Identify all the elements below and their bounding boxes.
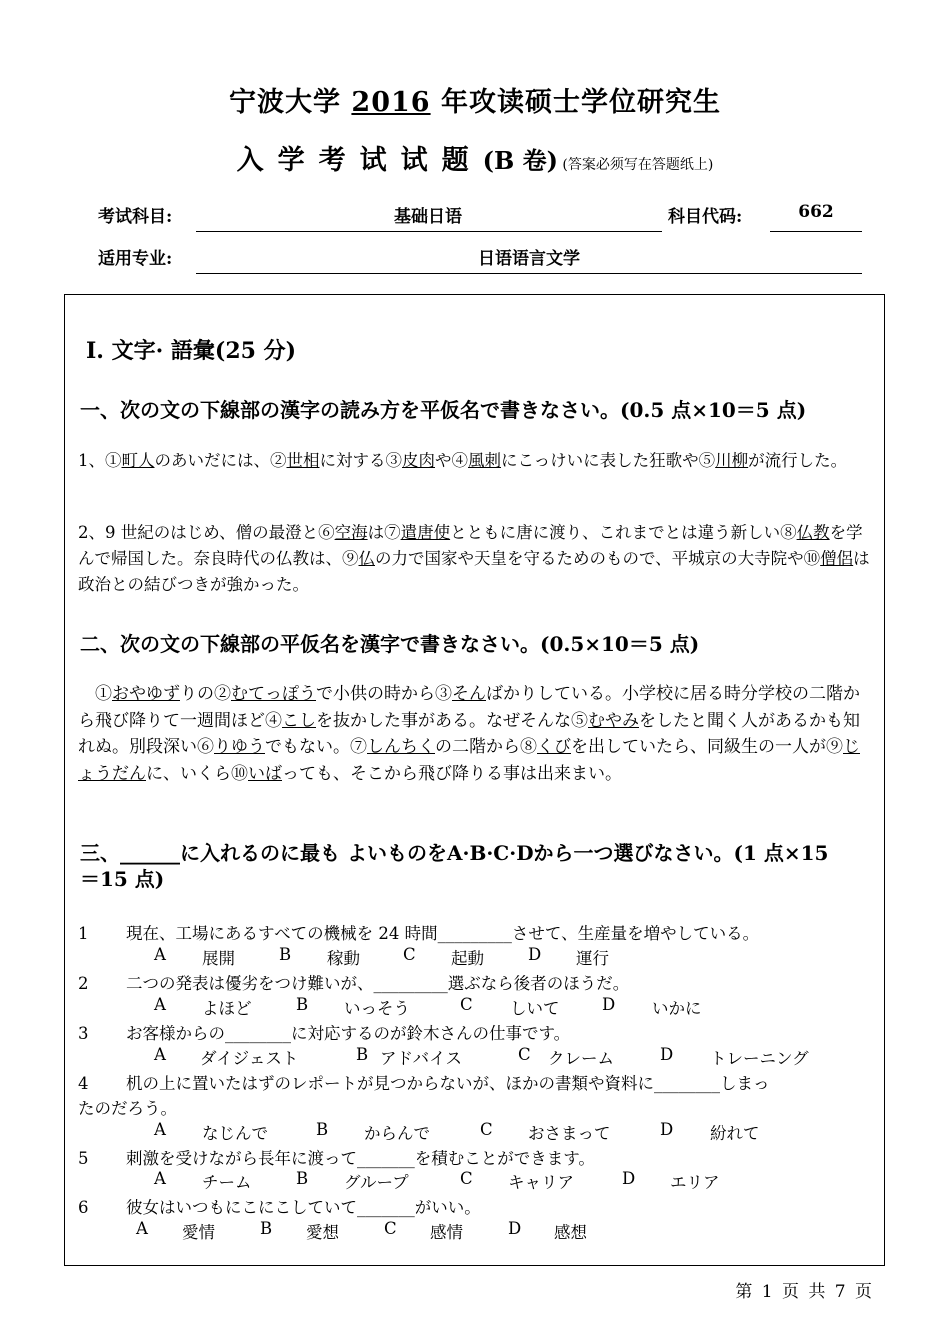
part1-paragraph-2: [78, 520, 874, 598]
part1-heading: 一、次の文の下線部の漢字の読み方を平仮名で書きなさい。(0.5 点×10＝5 点): [80, 398, 807, 422]
option-text: 展開: [202, 949, 235, 968]
underlined-term: そん: [452, 684, 486, 704]
question-number: 6: [78, 1198, 89, 1217]
underlined-term: おやゆず: [112, 684, 180, 704]
underlined-term: 川柳: [715, 451, 749, 470]
option-text: 感情: [430, 1223, 463, 1242]
underlined-term: しんちく: [367, 737, 435, 757]
subject-underline: [196, 231, 662, 232]
option-letter: A: [136, 1219, 148, 1238]
option-text: いかに: [652, 999, 702, 1018]
paragraph-text: ばかりしている。小学校に居る時分学校の二階から飛び降りて一週間ほど④: [78, 684, 860, 731]
major-underline: [196, 273, 862, 274]
underlined-term: 皮肉: [402, 451, 435, 470]
option-text: 起動: [451, 949, 484, 968]
option-letter: D: [528, 945, 542, 964]
option-letter: B: [296, 1169, 309, 1188]
underlined-term: じょうだん: [78, 737, 860, 784]
option-text: 運行: [576, 949, 609, 968]
code-underline: [770, 231, 862, 232]
subject-label: 考试科目:: [98, 207, 173, 227]
option-letter: D: [660, 1045, 674, 1064]
title-university: 宁波大学: [229, 87, 352, 118]
paragraph-text: 2、9 世紀のはじめ、僧の最澄と⑥: [78, 523, 335, 542]
underlined-term: こし: [282, 710, 316, 731]
underlined-term: 僧侶: [820, 549, 854, 568]
underlined-term: りゆう: [214, 737, 265, 757]
paragraph-text: の力で国家や天皇を守るためのもので、平城京の大寺院や⑩: [375, 549, 821, 568]
option-letter: B: [316, 1120, 329, 1139]
option-letter: D: [622, 1169, 636, 1188]
question-5: [78, 1145, 595, 1169]
question-number: 2: [78, 974, 89, 993]
paragraph-text: や④: [435, 451, 468, 470]
question-text: 刺激を受けながら長年に渡って_______を積むことができます。: [126, 1149, 595, 1168]
option-letter: A: [154, 1045, 166, 1064]
section-heading: Ⅰ. 文字· 語彙(25 分): [86, 338, 297, 364]
option-letter: B: [279, 945, 292, 964]
paragraph-text: にこっけいに表した狂歌や⑤: [501, 451, 716, 470]
option-letter: C: [480, 1120, 493, 1139]
code-value: 662: [798, 202, 834, 222]
subtitle-note: (答案必须写在答题纸上): [557, 157, 714, 173]
title-year: 2016: [351, 87, 431, 118]
option-letter: C: [403, 945, 416, 964]
part2-heading: 二、次の文の下線部の平仮名を漢字で書きなさい。(0.5×10＝5 点): [80, 632, 700, 656]
option-text: 愛情: [182, 1223, 215, 1242]
option-letter: D: [602, 995, 616, 1014]
title-program: 年攻读硕士学位研究生: [430, 87, 721, 118]
option-text: トレーニング: [710, 1049, 809, 1068]
option-text: エリア: [670, 1173, 720, 1192]
option-text: おさまって: [528, 1124, 611, 1143]
paragraph-text: のあいだには、②: [154, 451, 287, 470]
option-text: からんで: [364, 1124, 430, 1143]
code-label: 科目代码:: [668, 207, 743, 227]
paragraph-text: で小供の時から③: [316, 684, 452, 704]
paragraph-text: に、いくら⑩: [146, 763, 248, 784]
option-letter: C: [384, 1219, 397, 1238]
subtitle-paper: (B 卷): [482, 146, 558, 175]
question-number: 5: [78, 1149, 89, 1168]
underlined-term: 仏: [358, 549, 375, 568]
question-text: 現在、工場にあるすべての機械を 24 時間_________させて、生産量を増やしている。: [126, 924, 760, 943]
underlined-term: 空海: [334, 523, 368, 542]
option-text: 愛想: [306, 1223, 339, 1242]
paragraph-text: っても、そこから飛び降りる事は出来まい。: [282, 763, 622, 784]
paragraph-text: は政治との結びつきが強かった。: [78, 549, 870, 594]
question-text: 二つの発表は優劣をつけ難いが、_________選ぶなら後者のほうだ。: [126, 974, 630, 993]
paragraph-text: に対する③: [319, 451, 402, 470]
question-text: 彼女はいつもにこにこしていて_______がいい。: [126, 1198, 481, 1217]
subject-value: 基础日语: [394, 207, 462, 227]
paragraph-text: でもない。⑦: [265, 737, 367, 757]
question-3: [78, 1020, 570, 1044]
paragraph-text: ①: [95, 684, 112, 704]
option-text: クレーム: [548, 1049, 614, 1068]
question-number: 4: [78, 1074, 89, 1093]
option-text: チーム: [202, 1173, 252, 1192]
option-letter: A: [154, 995, 166, 1014]
question-6: [78, 1194, 481, 1218]
part2-paragraph: [78, 681, 874, 787]
question-1: [78, 920, 759, 944]
paragraph-text: を抜かした事がある。なぜそんな⑤: [316, 710, 588, 731]
question-4: [78, 1070, 770, 1094]
paragraph-text: をしたと聞く人があるかも知れぬ。別段深い⑥: [78, 710, 860, 757]
underlined-term: 遣唐使: [400, 523, 451, 542]
paragraph-text: 1、①: [78, 451, 122, 470]
paragraph-text: の二階から⑧: [435, 737, 537, 757]
option-text: なじんで: [202, 1124, 268, 1143]
part1-paragraph-1: [78, 448, 874, 474]
option-letter: A: [154, 1169, 166, 1188]
paragraph-text: が流行した。: [748, 451, 848, 470]
option-letter: C: [518, 1045, 531, 1064]
underlined-term: むやみ: [588, 710, 639, 731]
question-2: [78, 970, 629, 994]
option-text: キャリア: [508, 1173, 574, 1192]
option-letter: B: [296, 995, 309, 1014]
question-text: お客様からの________に対応するのが鈴木さんの仕事です。: [126, 1024, 571, 1043]
underlined-term: 風刺: [468, 451, 501, 470]
option-letter: D: [660, 1120, 674, 1139]
question-text: 机の上に置いたはずのレポートが見つからないが、ほかの書類や資料に________しまっ: [126, 1074, 770, 1093]
question-4-continuation: たのだろう。: [78, 1099, 177, 1118]
option-text: 感想: [554, 1223, 587, 1242]
option-letter: B: [356, 1045, 369, 1064]
option-letter: A: [154, 1120, 166, 1139]
underlined-term: 世相: [286, 451, 320, 470]
question-number: 3: [78, 1024, 89, 1043]
option-text: しいて: [510, 999, 560, 1018]
underlined-term: むてっぽう: [231, 684, 316, 704]
exam-subtitle: [0, 138, 950, 177]
underlined-term: 仏教: [796, 523, 830, 542]
subtitle-main: 入学考试试题: [236, 145, 483, 176]
underlined-term: 町人: [121, 451, 155, 470]
exam-title: [0, 80, 950, 119]
option-letter: C: [460, 1169, 473, 1188]
paragraph-text: りの②: [180, 684, 231, 704]
underlined-term: くび: [537, 737, 571, 757]
option-letter: B: [260, 1219, 273, 1238]
major-value: 日语语言文学: [478, 249, 580, 269]
question-number: 1: [78, 924, 89, 943]
option-text: グループ: [344, 1173, 409, 1192]
option-letter: C: [460, 995, 473, 1014]
part3-heading-line2: ＝15 点): [80, 867, 165, 891]
option-text: 紛れて: [710, 1124, 760, 1143]
page-footer: 第 1 页 共 7 页: [735, 1282, 874, 1302]
option-text: ダイジェスト: [200, 1049, 299, 1068]
option-letter: D: [508, 1219, 522, 1238]
paragraph-text: とともに唐に渡り、これまでとは違う新しい⑧: [450, 523, 797, 542]
option-text: いっそう: [344, 999, 410, 1018]
option-text: アドバイス: [380, 1049, 463, 1068]
option-letter: A: [154, 945, 166, 964]
paragraph-text: を学んで帰国した。奈良時代の仏教は、⑨: [78, 523, 863, 568]
paragraph-text: を出していたら、同級生の一人が⑨: [571, 737, 843, 757]
option-text: 稼動: [327, 949, 360, 968]
option-text: よほど: [202, 999, 252, 1018]
major-label: 适用专业:: [98, 249, 173, 269]
underlined-term: いば: [248, 763, 282, 784]
paragraph-text: は⑦: [367, 523, 401, 542]
part3-heading-line1: 三、______に入れるのに最も よいものをA·B·C·Dから一つ選びなさい。(1 点×15: [80, 841, 829, 865]
